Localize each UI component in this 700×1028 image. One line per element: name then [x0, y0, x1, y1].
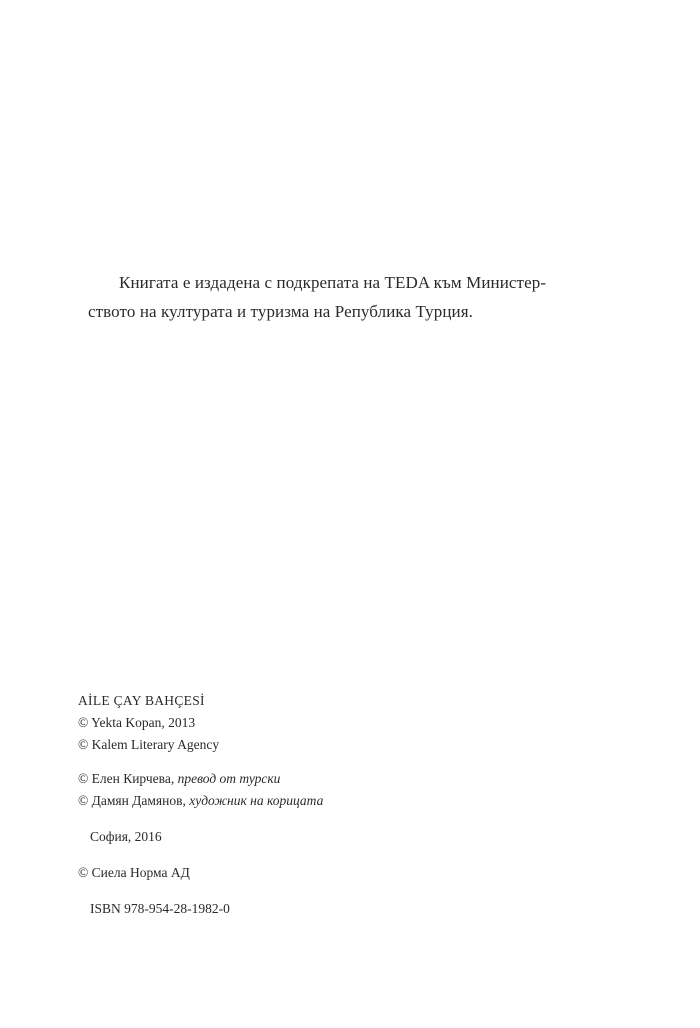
spacer: [78, 884, 638, 898]
publisher-copyright: © Сиела Норма АД: [78, 865, 190, 880]
author-copyright: © Yekta Kopan, 2013: [78, 715, 196, 730]
support-note-line-2: ството на културата и туризма на Република Турция.: [88, 302, 474, 321]
translator-credit: [78, 768, 638, 790]
illustrator-role: художник на корицата: [189, 793, 324, 808]
support-note-line-1: Книгата е издадена с подкрепата на TEDA към Министер-: [119, 273, 547, 292]
original-title: AİLE ÇAY BAHÇESİ: [78, 693, 205, 708]
imprint-block: [78, 690, 638, 920]
isbn: ISBN 978-954-28-1982-0: [90, 901, 230, 916]
translator-name: © Елен Кирчева,: [78, 771, 178, 786]
spacer: [78, 848, 638, 862]
agency-copyright: © Kalem Literary Agency: [78, 737, 220, 752]
illustrator-name: © Дамян Дамянов,: [78, 793, 190, 808]
spacer: [78, 756, 638, 768]
spacer: [78, 812, 638, 826]
place-year: София, 2016: [90, 829, 162, 844]
translator-role: превод от турски: [177, 771, 281, 786]
support-note: [88, 268, 628, 326]
illustrator-credit: [78, 790, 638, 812]
